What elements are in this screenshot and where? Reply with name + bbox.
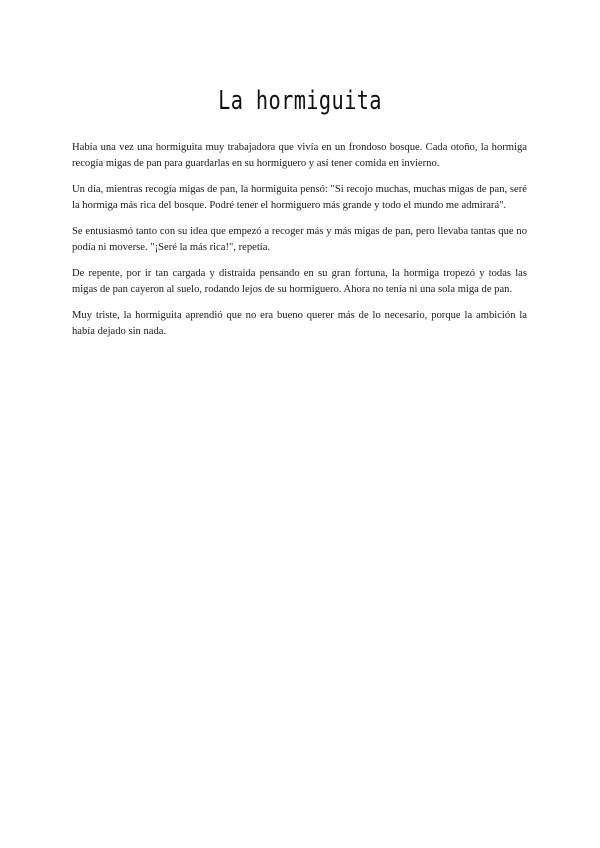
paragraph-5: Muy triste, la hormiguita aprendió que no era bueno querer más de lo necesario, porque la ambición la había dejado sin nada.: [72, 310, 527, 337]
story-body: [72, 140, 527, 350]
page-title: La hormiguita: [218, 86, 382, 116]
paragraph-2: Un día, mientras recogía migas de pan, la hormiguita pensó: "Si recojo muchas, muchas migas de pan, seré la hormiga más rica del bosque. Podré tener el hormiguero más grande y todo el mundo me admirará".: [72, 184, 527, 211]
paragraph-3: Se entusiasmó tanto con su idea que empezó a recoger más y más migas de pan, pero llevaba tantas que no podía ni moverse. "¡Seré la más rica!", repetía.: [72, 226, 527, 253]
paragraph-1: Había una vez una hormiguita muy trabajadora que vivía en un frondoso bosque. Cada otoño, la hormiga recogía migas de pan para guardarlas en su hormiguero y así tener comida en invierno.: [72, 142, 527, 169]
paragraph-4: De repente, por ir tan cargada y distraída pensando en su gran fortuna, la hormiga tropezó y todas las migas de pan cayeron al suelo, rodando lejos de su hormiguero. Ahora no tenía ni una sola miga de pan.: [72, 268, 527, 295]
